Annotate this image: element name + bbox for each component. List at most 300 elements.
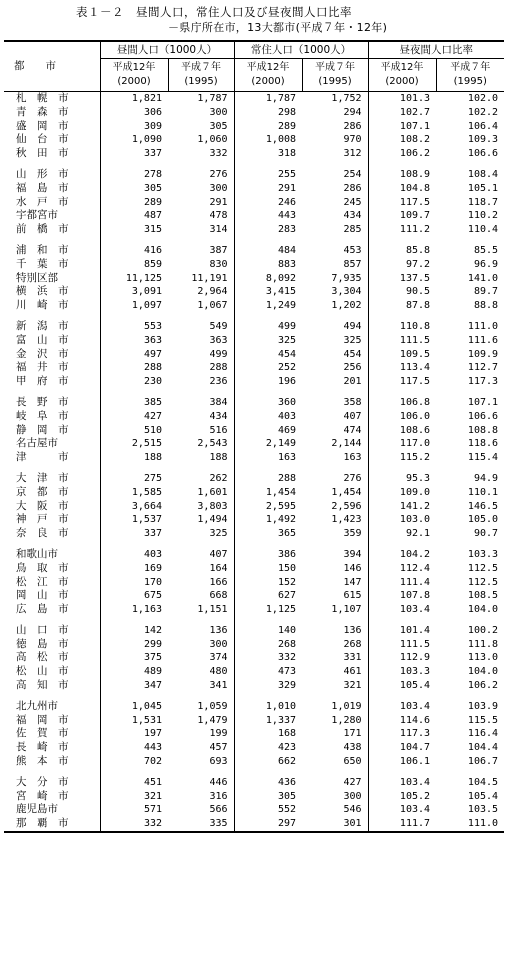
table-cell: 423 [234,741,302,755]
table-cell: 109.3 [467,134,499,146]
table-cell: 1,249 [234,299,302,313]
table-cell: 107.1 [368,120,436,134]
table-cell: 300 [343,790,362,802]
table-cell: 112.9 [368,651,436,665]
table-cell: 315 [100,223,168,237]
table-cell: 443 [234,209,302,223]
city-name: 那 覇 市 [4,817,100,832]
table-cell: 112.5 [467,562,499,574]
table-cell: 469 [234,424,302,438]
population-table [4,40,504,833]
table-cell: 387 [209,244,228,256]
table-row [4,803,504,817]
table-cell: 88.8 [473,300,499,312]
table-cell: 337 [100,147,168,161]
city-name: 鹿児島市 [16,803,58,816]
table-cell: 461 [343,666,362,678]
table-cell: 115.5 [467,714,499,726]
resident-population-header: 常住人口（1000人） [234,41,368,59]
table-cell: 285 [343,224,362,236]
table-cell: 427 [100,410,168,424]
table-cell: 830 [209,258,228,270]
table-cell: 109.9 [467,348,499,360]
table-cell: 116.4 [467,728,499,740]
table-cell: 2,543 [197,438,228,450]
table-cell: 457 [209,742,228,754]
table-cell: 358 [343,396,362,408]
table-cell: 103.9 [467,700,499,712]
table-cell: 627 [234,589,302,603]
table-cell: 1,537 [100,513,168,527]
city-name: 北九州市 [16,699,58,712]
city-name: 富 山 市 [16,333,69,346]
table-cell: 1,585 [100,486,168,500]
table-row [4,133,504,147]
table-cell: 1,821 [100,92,168,106]
table-cell: 188 [209,452,228,464]
year-header-2000: 平成12年 (2000) [234,59,302,92]
table-cell: 94.9 [473,472,499,484]
table-cell: 2,595 [234,500,302,514]
city-name: 高 松 市 [16,651,69,664]
table-cell: 101.3 [368,92,436,106]
table-row [4,223,504,237]
table-cell: 286 [343,120,362,132]
year-header-2000: 平成12年 (2000) [100,59,168,92]
table-cell: 289 [100,196,168,210]
city-name: 宇都宮市 [16,209,58,222]
table-row [4,361,504,375]
table-cell: 436 [234,776,302,790]
table-cell: 117.5 [368,375,436,389]
year-header-1995: 平成７年 (1995) [168,59,234,92]
table-row [4,700,504,714]
city-name: 大 津 市 [16,471,69,484]
table-cell: 142 [100,624,168,638]
table-row [4,790,504,804]
table-cell: 102.2 [467,106,499,118]
table-cell: 85.5 [473,244,499,256]
city-name: 秋 田 市 [16,147,69,160]
table-cell: 451 [100,776,168,790]
table-cell: 427 [343,776,362,788]
table-cell: 111.2 [368,223,436,237]
table-cell: 110.2 [467,210,499,222]
table-cell: 1,060 [197,134,228,146]
table-cell: 105.4 [467,790,499,802]
table-row [4,168,504,182]
city-name: 川 崎 市 [16,299,69,312]
table-cell: 650 [343,756,362,768]
city-name: 青 森 市 [16,105,69,118]
table-cell: 169 [100,562,168,576]
table-cell: 90.7 [473,528,499,540]
city-name: 前 橋 市 [16,223,69,236]
table-cell: 702 [100,755,168,769]
group-spacer [4,237,504,244]
table-cell: 262 [209,472,228,484]
city-name: 山 形 市 [16,167,69,180]
table-cell: 499 [209,348,228,360]
table-cell: 106.2 [467,680,499,692]
table-row [4,562,504,576]
table-cell: 309 [100,120,168,134]
daytime-population-header: 昼間人口（1000人） [100,41,234,59]
table-cell: 3,304 [331,286,362,298]
city-name: 大 阪 市 [16,499,69,512]
group-spacer [4,617,504,624]
table-cell: 96.9 [473,258,499,270]
table-cell: 268 [234,638,302,652]
table-cell: 146 [343,562,362,574]
table-row [4,424,504,438]
city-name: 京 都 市 [16,485,69,498]
table-row [4,272,504,286]
table-cell: 112.5 [467,576,499,588]
city-name: 大 分 市 [16,775,69,788]
table-cell: 553 [100,320,168,334]
table-cell: 385 [100,396,168,410]
table-cell: 2,515 [100,437,168,451]
table-cell: 473 [234,665,302,679]
table-cell: 693 [209,756,228,768]
table-cell: 236 [209,376,228,388]
table-cell: 305 [209,120,228,132]
table-cell: 112.4 [368,562,436,576]
table-row [4,651,504,665]
table-row [4,741,504,755]
table-cell: 394 [343,548,362,560]
city-name: 静 岡 市 [16,423,69,436]
table-cell: 111.5 [368,334,436,348]
table-cell: 516 [209,424,228,436]
table-cell: 374 [209,652,228,664]
city-name: 神 戸 市 [16,513,69,526]
table-cell: 478 [209,210,228,222]
table-cell: 89.7 [473,286,499,298]
table-cell: 1,337 [234,714,302,728]
table-title: 表１－２ 昼間人口，常住人口及び昼夜間人口比率 [76,5,352,19]
table-cell: 106.2 [368,147,436,161]
table-cell: 105.1 [467,182,499,194]
table-cell: 318 [234,147,302,161]
table-row [4,513,504,527]
table-cell: 152 [234,576,302,590]
table-cell: 137.5 [368,272,436,286]
table-row [4,410,504,424]
table-cell: 106.8 [368,396,436,410]
table-cell: 113.0 [467,652,499,664]
table-cell: 329 [234,679,302,693]
table-cell: 115.4 [467,452,499,464]
table-cell: 146.5 [467,500,499,512]
city-name: 和歌山市 [16,547,58,560]
table-cell: 92.1 [368,527,436,541]
table-cell: 108.4 [467,168,499,180]
city-name: 佐 賀 市 [16,727,69,740]
table-cell: 255 [234,168,302,182]
table-subtitle: －県庁所在市，13大都市(平成７年・12年) [168,21,388,34]
table-cell: 97.2 [368,258,436,272]
table-cell: 341 [209,680,228,692]
city-name: 熊 本 市 [16,755,69,768]
city-name: 千 葉 市 [16,257,69,270]
table-cell: 168 [234,727,302,741]
table-cell: 111.5 [368,638,436,652]
table-cell: 252 [234,361,302,375]
table-cell: 105.2 [368,790,436,804]
table-cell: 275 [100,472,168,486]
table-cell: 312 [343,148,362,160]
table-cell: 305 [234,790,302,804]
table-cell: 1,479 [197,714,228,726]
table-cell: 1,601 [197,486,228,498]
table-cell: 335 [168,817,234,832]
city-name: 岐 阜 市 [16,409,69,422]
table-cell: 106.1 [368,755,436,769]
table-cell: 288 [100,361,168,375]
table-cell: 299 [100,638,168,652]
table-cell: 87.8 [368,299,436,313]
table-cell: 1,492 [234,513,302,527]
table-cell: 110.1 [467,486,499,498]
table-row [4,548,504,562]
table-cell: 104.0 [467,666,499,678]
city-name: 長 崎 市 [16,741,69,754]
table-cell: 136 [209,624,228,636]
table-cell: 3,803 [197,500,228,512]
table-cell: 115.2 [368,451,436,465]
table-cell: 118.7 [467,196,499,208]
table-cell: 103.4 [368,776,436,790]
table-cell: 1,090 [100,133,168,147]
table-cell: 453 [343,244,362,256]
table-cell: 107.1 [467,396,499,408]
table-row [4,589,504,603]
city-name: 特別区部 [16,271,58,284]
city-name: 奈 良 市 [16,527,69,540]
table-cell: 970 [343,134,362,146]
table-row [4,817,504,832]
table-cell: 147 [343,576,362,588]
table-cell: 1,045 [100,700,168,714]
table-cell: 113.4 [368,361,436,375]
table-row [4,196,504,210]
table-cell: 103.0 [368,513,436,527]
table-row [4,472,504,486]
table-row [4,348,504,362]
table-cell: 297 [234,817,302,832]
table-cell: 1,531 [100,714,168,728]
table-cell: 106.6 [467,148,499,160]
table-cell: 331 [343,652,362,664]
table-cell: 106.0 [368,410,436,424]
table-cell: 104.0 [467,604,499,616]
table-cell: 278 [100,168,168,182]
table-cell: 104.5 [467,776,499,788]
table-cell: 288 [234,472,302,486]
table-cell: 375 [100,651,168,665]
table-row [4,182,504,196]
table-cell: 497 [100,348,168,362]
table-cell: 109.5 [368,348,436,362]
table-cell: 105.4 [368,679,436,693]
table-cell: 301 [302,817,368,832]
table-cell: 104.2 [368,548,436,562]
table-cell: 434 [209,410,228,422]
table-cell: 85.8 [368,244,436,258]
table-cell: 108.2 [368,133,436,147]
table-row [4,299,504,313]
table-cell: 141.2 [368,500,436,514]
table-cell: 332 [234,651,302,665]
table-cell: 1,059 [197,700,228,712]
city-name: 水 戸 市 [16,195,69,208]
table-cell: 117.3 [467,376,499,388]
table-cell: 416 [100,244,168,258]
table-cell: 197 [100,727,168,741]
table-cell: 2,964 [197,286,228,298]
table-cell: 668 [209,590,228,602]
group-spacer [4,465,504,472]
table-cell: 102.7 [368,106,436,120]
table-cell: 11,191 [191,272,228,284]
table-cell: 347 [100,679,168,693]
group-spacer [4,313,504,320]
table-cell: 256 [343,362,362,374]
table-cell: 3,091 [100,285,168,299]
table-cell: 8,092 [234,272,302,286]
table-row [4,714,504,728]
table-cell: 615 [343,590,362,602]
table-cell: 230 [100,375,168,389]
table-cell: 199 [209,728,228,740]
table-cell: 662 [234,755,302,769]
table-cell: 102.0 [467,93,499,104]
table-cell: 363 [209,334,228,346]
table-cell: 111.6 [467,334,499,346]
table-cell: 298 [234,106,302,120]
city-name: 仙 台 市 [16,133,69,146]
table-cell: 103.4 [368,603,436,617]
table-row [4,679,504,693]
table-row [4,665,504,679]
table-cell: 1,787 [197,93,228,104]
table-row [4,603,504,617]
table-cell: 300 [209,106,228,118]
table-cell: 434 [343,210,362,222]
table-row [4,451,504,465]
table-cell: 109.0 [368,486,436,500]
table-cell: 1,151 [197,604,228,616]
table-cell: 103.4 [368,700,436,714]
table-cell: 103.3 [467,548,499,560]
table-cell: 2,144 [331,438,362,450]
group-spacer [4,769,504,776]
table-row [4,244,504,258]
table-cell: 1,107 [331,604,362,616]
table-row [4,120,504,134]
table-cell: 117.5 [368,196,436,210]
city-name: 宮 崎 市 [16,789,69,802]
table-cell: 108.5 [467,590,499,602]
city-name: 山 口 市 [16,623,69,636]
table-cell: 111.4 [368,576,436,590]
table-cell: 443 [100,741,168,755]
table-row [4,285,504,299]
year-header-1995: 平成７年 (1995) [436,59,504,92]
table-cell: 332 [100,817,168,832]
table-cell: 103.4 [368,803,436,817]
table-cell: 118.6 [467,438,499,450]
table-cell: 325 [343,334,362,346]
table-row [4,437,504,451]
table-cell: 859 [100,258,168,272]
table-cell: 857 [343,258,362,270]
table-cell: 286 [343,182,362,194]
table-cell: 254 [343,168,362,180]
table-row [4,334,504,348]
table-cell: 316 [209,790,228,802]
table-cell: 306 [100,106,168,120]
table-cell: 164 [209,562,228,574]
table-cell: 1,454 [331,486,362,498]
table-cell: 136 [343,624,362,636]
table-cell: 494 [343,320,362,332]
table-cell: 294 [343,106,362,118]
table-cell: 7,935 [331,272,362,284]
city-column-header: 都 市 [4,41,100,92]
table-cell: 484 [234,244,302,258]
table-row [4,320,504,334]
table-cell: 2,149 [234,437,302,451]
city-name: 横 浜 市 [16,285,69,298]
city-name: 福 岡 市 [16,713,69,726]
table-cell: 163 [343,452,362,464]
city-name: 長 野 市 [16,395,69,408]
table-cell: 1,494 [197,514,228,526]
table-cell: 109.7 [368,209,436,223]
table-cell: 108.9 [368,168,436,182]
city-name: 徳 島 市 [16,637,69,650]
table-cell: 163 [234,451,302,465]
table-cell: 110.8 [368,320,436,334]
table-cell: 546 [343,804,362,816]
table-cell: 549 [209,320,228,332]
table-cell: 487 [100,209,168,223]
table-cell: 112.7 [467,362,499,374]
table-cell: 104.4 [467,742,499,754]
table-cell: 289 [234,120,302,134]
table-cell: 106.4 [467,120,499,132]
table-cell: 103.3 [368,665,436,679]
table-cell: 499 [234,320,302,334]
table-cell: 107.8 [368,589,436,603]
city-name: 甲 府 市 [16,375,69,388]
table-row [4,486,504,500]
table-cell: 454 [343,348,362,360]
table-row [4,638,504,652]
day-night-ratio-header: 昼夜間人口比率 [368,41,504,59]
year-header-2000: 平成12年 (2000) [368,59,436,92]
table-cell: 325 [209,528,228,540]
city-name: 名古屋市 [16,437,58,450]
table-cell: 1,423 [331,514,362,526]
table-cell: 166 [209,576,228,588]
table-cell: 268 [343,638,362,650]
group-spacer [4,161,504,168]
table-cell: 117.3 [368,727,436,741]
